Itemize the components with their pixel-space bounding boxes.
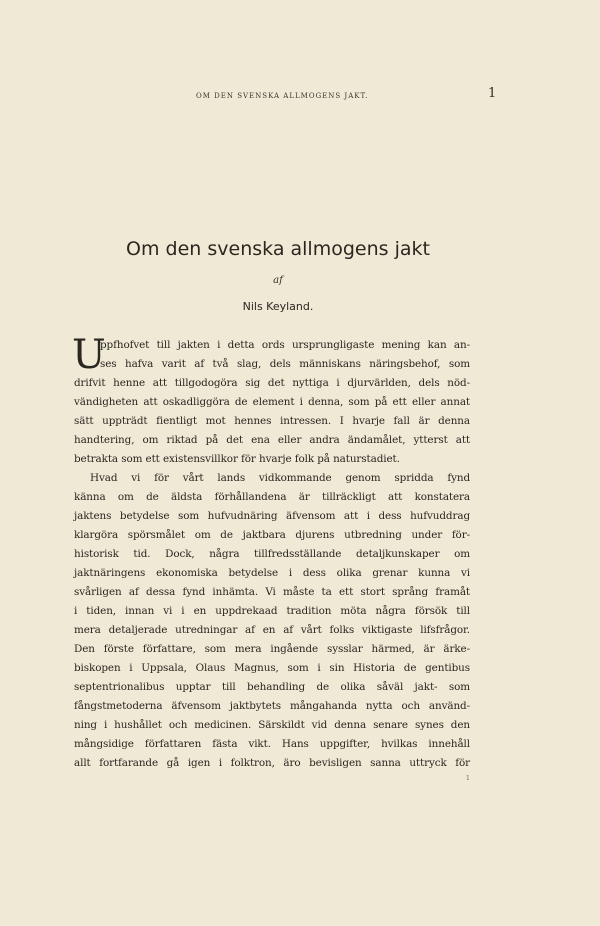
text-line: känna om de äldsta förhållandena är tillräckligt att konstatera [74,491,470,503]
signature-mark: 1 [466,775,470,782]
text-line: jaktens betydelse som hufvudnäring äfvensom att i dess hufvuddrag [74,510,470,522]
drop-cap: U [72,332,106,378]
text-line: biskopen i Uppsala, Olaus Magnus, som i sin Historia de gentibus [74,662,470,674]
article-title: Om den svenska allmogens jakt [126,238,430,260]
text-line: allt fortfarande gå igen i folktron, äro bevisligen sanna uttryck för [74,757,470,769]
text-line: septentrionalibus upptar till behandling de olika såväl jakt- som [74,681,470,693]
byline: af [273,275,283,286]
running-head: OM DEN SVENSKA ALLMOGENS JAKT. [196,92,369,100]
text-line: jaktnäringens ekonomiska betydelse i dess olika grenar kunna vi [74,567,470,579]
text-line: klargöra spörsmålet om de jaktbara djurens utbredning under för- [74,529,470,541]
text-line: ning i hushållet och medicinen. Särskildt vid denna senare synes den [74,719,470,731]
text-line: mångsidige författaren fästa vikt. Hans uppgifter, hvilkas innehåll [74,738,470,750]
text-line: svårligen af dessa fynd inhämta. Vi måste ta ett stort språng framåt [74,586,470,598]
text-line: sätt uppträdt fientligt mot hennes intressen. I hvarje fall är denna [74,415,470,427]
body-text [72,332,470,773]
text-line: mera detaljerade utredningar af en af vårt folks viktigaste lifsfrågor. [74,624,470,636]
text-line: handtering, om riktad på det ena eller andra ändamålet, ytterst att [74,434,470,446]
text-line: i tiden, innan vi i en uppdrekaad tradition möta några försök till [74,605,470,617]
text-line: Den förste författare, som mera ingående sysslar härmed, är ärke- [74,643,470,655]
page-number: 1 [488,86,497,101]
text-line: ppfhofvet till jakten i detta ords ursprungligaste mening kan an- [100,339,470,351]
text-line: fångstmetoderna äfvensom jaktbytets mångahanda nytta och använd- [74,700,470,712]
text-line: vändigheten att oskadliggöra de element i denna, som på ett eller annat [74,396,470,408]
text-line: historisk tid. Dock, några tillfredsställande detaljkunskaper om [74,548,470,560]
author-name: Nils Keyland. [242,300,314,313]
text-line: Hvad vi för vårt lands vidkommande genom spridda fynd [90,472,470,484]
text-line: ses hafva varit af två slag, dels människans näringsbehof, som [100,358,470,370]
text-line: drifvit henne att tillgodogöra sig det nyttiga i djurvärlden, dels nöd- [74,377,470,389]
text-line: betrakta som ett existensvillkor för hvarje folk på naturstadiet. [74,453,400,465]
